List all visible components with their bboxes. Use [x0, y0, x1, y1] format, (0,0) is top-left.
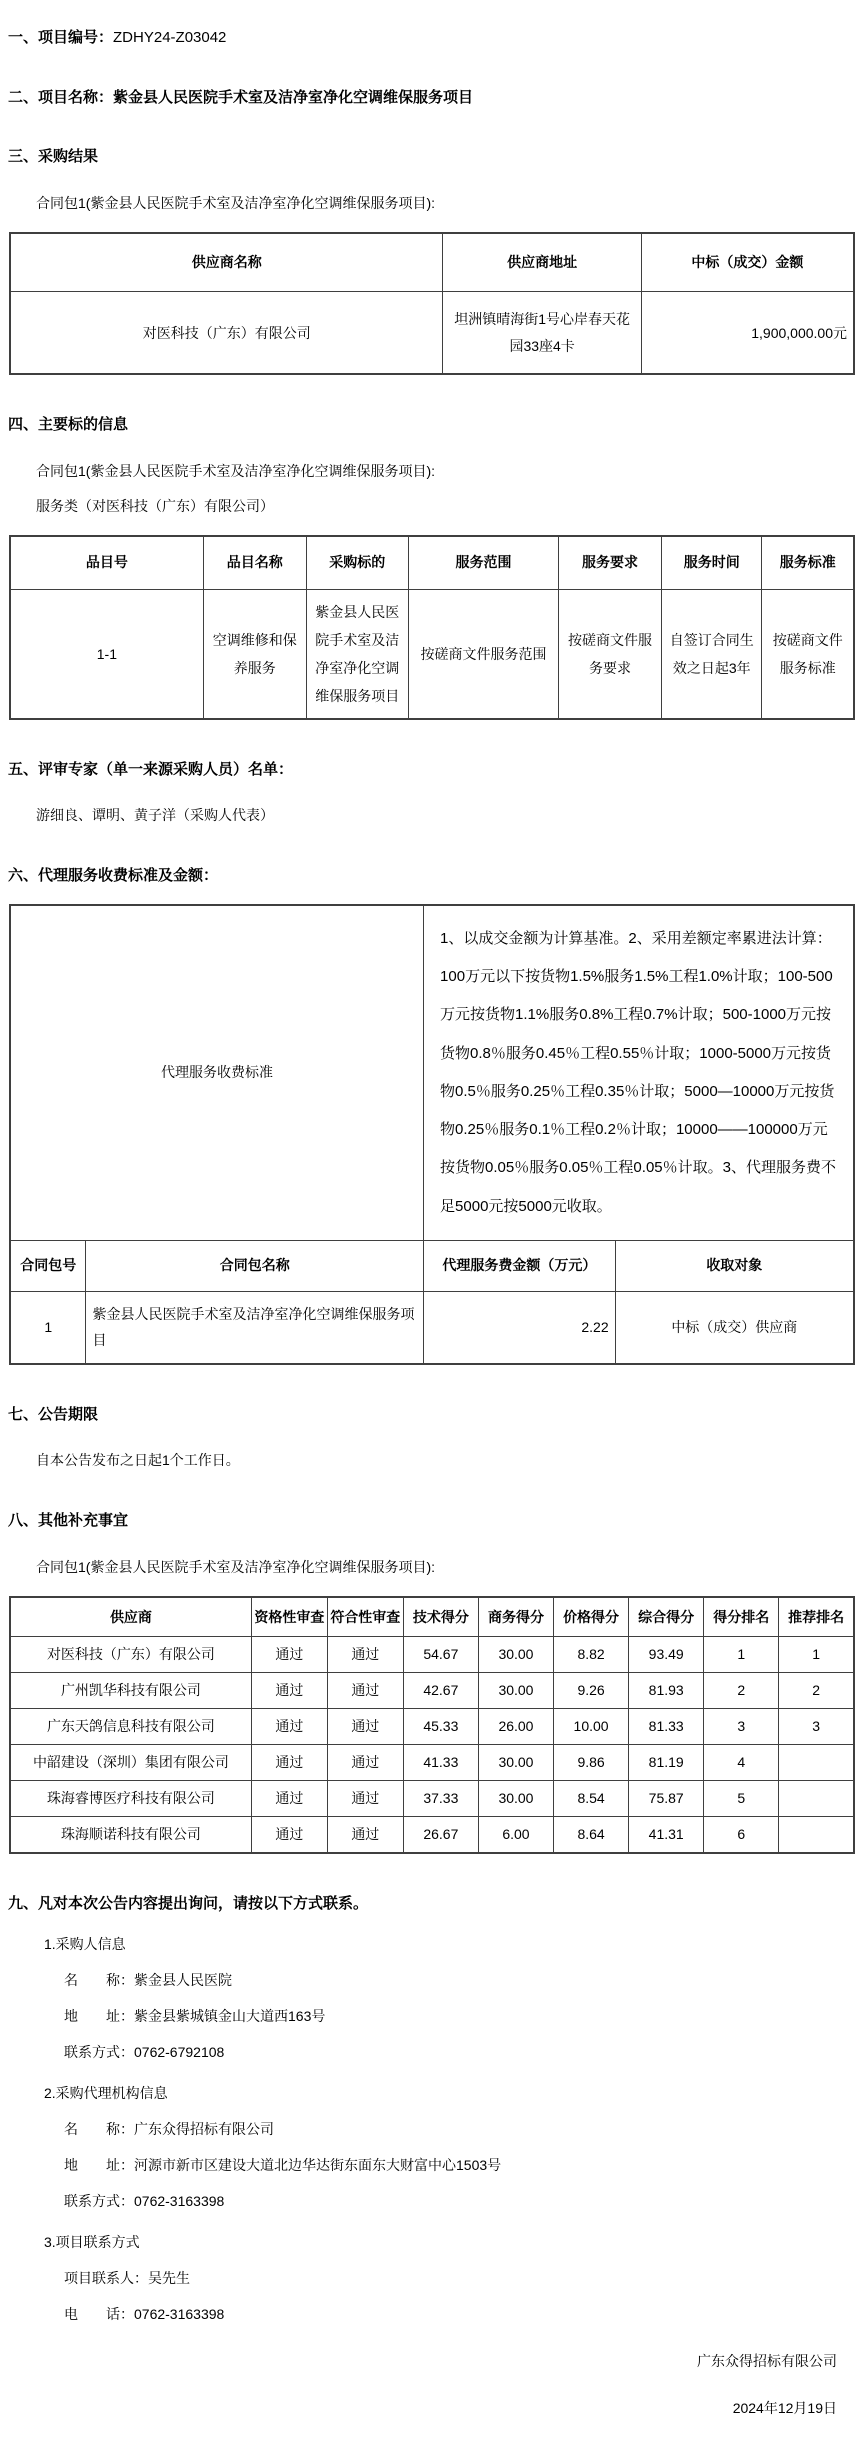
purchaser-info-title: 1.采购人信息 — [44, 1935, 126, 1952]
footer-date: 2024年12月19日 — [732, 2399, 837, 2416]
conformity-cell: 通过 — [327, 1709, 403, 1745]
service-time-cell: 自签订合同生效之日起3年 — [662, 589, 762, 719]
col-service-requirement: 服务要求 — [559, 536, 662, 589]
service-requirement-cell: 按磋商文件服务要求 — [559, 589, 662, 719]
technical-score-cell: 42.67 — [403, 1673, 478, 1709]
business-score-cell: 30.00 — [478, 1637, 553, 1673]
col-service-scope: 服务范围 — [408, 536, 558, 589]
business-score-cell: 6.00 — [478, 1817, 553, 1854]
price-score-cell: 9.86 — [554, 1745, 629, 1781]
col-package-no: 合同包号 — [10, 1240, 86, 1291]
technical-score-cell: 26.67 — [403, 1817, 478, 1854]
period-text: 自本公告发布之日起1个工作日。 — [36, 1452, 240, 1469]
agency-phone-line: 联系方式：0762-3163398 — [64, 2192, 225, 2209]
technical-score-cell: 54.67 — [403, 1637, 478, 1673]
project-number-value: ZDHY24-Z03042 — [113, 29, 227, 46]
supplier-cell: 中韶建设（深圳）集团有限公司 — [10, 1745, 251, 1781]
purchaser-address-line: 地 址：紫金县紫城镇金山大道西163号 — [64, 2007, 326, 2024]
table-header-row — [10, 1597, 854, 1637]
col-recommend-rank: 推荐排名 — [779, 1597, 854, 1637]
col-supplier: 供应商 — [10, 1597, 251, 1637]
score-rank-cell: 6 — [704, 1817, 779, 1854]
section-project-number — [8, 28, 857, 48]
agency-address-line: 地 址：河源市新市区建设大道北边华达街东面东大财富中心1503号 — [64, 2156, 502, 2173]
table-header-row — [10, 536, 854, 589]
total-score-cell: 75.87 — [629, 1781, 704, 1817]
supplement-package-line: 合同包1(紫金县人民医院手术室及洁净室净化空调维保服务项目): — [36, 1558, 435, 1575]
col-supplier-name: 供应商名称 — [10, 233, 443, 292]
qualification-cell: 通过 — [251, 1673, 327, 1709]
technical-score-cell: 41.33 — [403, 1745, 478, 1781]
qualification-cell: 通过 — [251, 1637, 327, 1673]
qualification-cell: 通过 — [251, 1745, 327, 1781]
section-period-heading: 七、公告期限 — [8, 1405, 99, 1423]
recommend-rank-cell: 1 — [779, 1637, 854, 1673]
agency-name-line: 名 称：广东众得招标有限公司 — [64, 2120, 274, 2137]
item-no-cell: 1-1 — [10, 589, 203, 719]
supplier-cell: 珠海顺诺科技有限公司 — [10, 1817, 251, 1854]
recommend-rank-cell — [779, 1745, 854, 1781]
section-supplement-heading: 八、其他补充事宜 — [8, 1512, 129, 1530]
col-technical-score: 技术得分 — [403, 1597, 478, 1637]
recommend-rank-cell — [779, 1817, 854, 1854]
col-qualification-review: 资格性审查 — [251, 1597, 327, 1637]
award-amount-cell: 1,900,000.00元 — [641, 292, 854, 375]
col-total-score: 综合得分 — [629, 1597, 704, 1637]
conformity-cell: 通过 — [327, 1673, 403, 1709]
supplier-score-table — [9, 1596, 855, 1854]
score-rank-cell: 2 — [704, 1673, 779, 1709]
qualification-cell: 通过 — [251, 1817, 327, 1854]
col-payer: 收取对象 — [615, 1240, 854, 1291]
col-subject: 采购标的 — [306, 536, 408, 589]
agency-fee-table — [9, 904, 855, 1365]
supplier-cell: 对医科技（广东）有限公司 — [10, 1637, 251, 1673]
package-name-cell: 紫金县人民医院手术室及洁净室净化空调维保服务项目 — [86, 1291, 424, 1364]
section-contact-heading: 九、凡对本次公告内容提出询问，请按以下方式联系。 — [8, 1895, 369, 1913]
agency-info-title: 2.采购代理机构信息 — [44, 2084, 168, 2101]
table-row — [10, 589, 854, 719]
item-name-cell: 空调维修和保养服务 — [203, 589, 306, 719]
total-score-cell: 81.33 — [629, 1709, 704, 1745]
price-score-cell: 8.82 — [554, 1637, 629, 1673]
col-supplier-address: 供应商地址 — [443, 233, 641, 292]
score-rank-cell: 4 — [704, 1745, 779, 1781]
business-score-cell: 30.00 — [478, 1781, 553, 1817]
score-rank-cell: 3 — [704, 1709, 779, 1745]
conformity-cell: 通过 — [327, 1745, 403, 1781]
experts-names-line: 游细良、谭明、黄子洋（采购人代表） — [36, 807, 274, 824]
technical-score-cell: 45.33 — [403, 1709, 478, 1745]
project-name-value: 紫金县人民医院手术室及洁净室净化空调维保服务项目 — [113, 88, 474, 106]
table-header-row — [10, 233, 854, 292]
fee-standard-label-cell: 代理服务收费标准 — [10, 905, 424, 1241]
recommend-rank-cell — [779, 1781, 854, 1817]
col-fee-amount: 代理服务费金额（万元） — [424, 1240, 616, 1291]
section-procurement-result-heading: 三、采购结果 — [8, 148, 99, 165]
col-item-no: 品目号 — [10, 536, 203, 589]
total-score-cell: 41.31 — [629, 1817, 704, 1854]
purchaser-name-line: 名 称：紫金县人民医院 — [64, 1971, 232, 1988]
conformity-cell: 通过 — [327, 1637, 403, 1673]
col-business-score: 商务得分 — [478, 1597, 553, 1637]
qualification-cell: 通过 — [251, 1709, 327, 1745]
col-score-rank: 得分排名 — [704, 1597, 779, 1637]
fee-standard-text-cell: 1、以成交金额为计算基准。2、采用差额定率累进法计算：100万元以下按货物1.5%服务1.5%工程1.0%计取；100-500万元按货物1.1%服务0.8%工程0.7%计取；500-1000万元按货物0.8％服务0.45％工程0.55％计取；1000-5000万元按货物0.5％服务0.25％工程0.35％计取；5000—10000万元按货物0.25％服务0.1％工程0.2％计取；10000——100000万元按货物0.05％服务0.05％工程0.05％计取。3、代理服务费不足5000元按5000元收取。 — [424, 905, 854, 1241]
technical-score-cell: 37.33 — [403, 1781, 478, 1817]
subject-package-line: 合同包1(紫金县人民医院手术室及洁净室净化空调维保服务项目): — [36, 462, 435, 479]
supplier-cell: 珠海睿博医疗科技有限公司 — [10, 1781, 251, 1817]
business-score-cell: 30.00 — [478, 1745, 553, 1781]
total-score-cell: 81.93 — [629, 1673, 704, 1709]
table-row — [10, 1781, 854, 1817]
table-row — [10, 1817, 854, 1854]
price-score-cell: 8.54 — [554, 1781, 629, 1817]
purchaser-phone-line: 联系方式：0762-6792108 — [64, 2043, 225, 2060]
fee-standard-row — [10, 905, 854, 1241]
table-row — [10, 1745, 854, 1781]
service-scope-cell: 按磋商文件服务范围 — [408, 589, 558, 719]
col-service-standard: 服务标准 — [762, 536, 854, 589]
payer-cell: 中标（成交）供应商 — [615, 1291, 854, 1364]
project-contact-title: 3.项目联系方式 — [44, 2233, 140, 2250]
conformity-cell: 通过 — [327, 1817, 403, 1854]
price-score-cell: 9.26 — [554, 1673, 629, 1709]
supplier-cell: 广东天鸽信息科技有限公司 — [10, 1709, 251, 1745]
score-rank-cell: 5 — [704, 1781, 779, 1817]
supplier-name-cell: 对医科技（广东）有限公司 — [10, 292, 443, 375]
recommend-rank-cell: 3 — [779, 1709, 854, 1745]
business-score-cell: 26.00 — [478, 1709, 553, 1745]
service-standard-cell: 按磋商文件服务标准 — [762, 589, 854, 719]
section-experts-heading: 五、评审专家（单一来源采购人员）名单： — [8, 760, 294, 778]
conformity-cell: 通过 — [327, 1781, 403, 1817]
qualification-cell: 通过 — [251, 1781, 327, 1817]
package-no-cell: 1 — [10, 1291, 86, 1364]
col-conformity-review: 符合性审查 — [327, 1597, 403, 1637]
price-score-cell: 8.64 — [554, 1817, 629, 1854]
section-agency-fee-heading: 六、代理服务收费标准及金额： — [8, 867, 219, 885]
section-project-name — [8, 88, 857, 108]
total-score-cell: 81.19 — [629, 1745, 704, 1781]
business-score-cell: 30.00 — [478, 1673, 553, 1709]
project-contact-person-line: 项目联系人：吴先生 — [64, 2269, 190, 2286]
project-number-label: 一、项目编号： — [8, 29, 114, 46]
col-service-time: 服务时间 — [662, 536, 762, 589]
supplier-address-cell: 坦洲镇晴海街1号心岸春天花园33座4卡 — [443, 292, 641, 375]
table-row — [10, 1291, 854, 1364]
project-contact-phone-line: 电 话：0762-3163398 — [64, 2305, 225, 2322]
section-main-subject-heading: 四、主要标的信息 — [8, 416, 129, 434]
col-price-score: 价格得分 — [554, 1597, 629, 1637]
subject-category-line: 服务类（对医科技（广东）有限公司） — [36, 497, 274, 514]
table-row — [10, 1637, 854, 1673]
subject-cell: 紫金县人民医院手术室及洁净室净化空调维保服务项目 — [306, 589, 408, 719]
main-subject-table — [9, 535, 855, 720]
project-name-label: 二、项目名称： — [8, 88, 114, 106]
table-row — [10, 1709, 854, 1745]
score-rank-cell: 1 — [704, 1637, 779, 1673]
fee-amount-cell: 2.22 — [424, 1291, 616, 1364]
supplier-result-table — [9, 232, 855, 376]
col-item-name: 品目名称 — [203, 536, 306, 589]
footer-org: 广东众得招标有限公司 — [697, 2352, 837, 2369]
table-row — [10, 292, 854, 375]
supplier-cell: 广州凯华科技有限公司 — [10, 1673, 251, 1709]
col-award-amount: 中标（成交）金额 — [641, 233, 854, 292]
table-header-row — [10, 1240, 854, 1291]
total-score-cell: 93.49 — [629, 1637, 704, 1673]
table-row — [10, 1673, 854, 1709]
recommend-rank-cell: 2 — [779, 1673, 854, 1709]
result-package-line: 合同包1(紫金县人民医院手术室及洁净室净化空调维保服务项目): — [36, 194, 435, 211]
price-score-cell: 10.00 — [554, 1709, 629, 1745]
col-package-name: 合同包名称 — [86, 1240, 424, 1291]
